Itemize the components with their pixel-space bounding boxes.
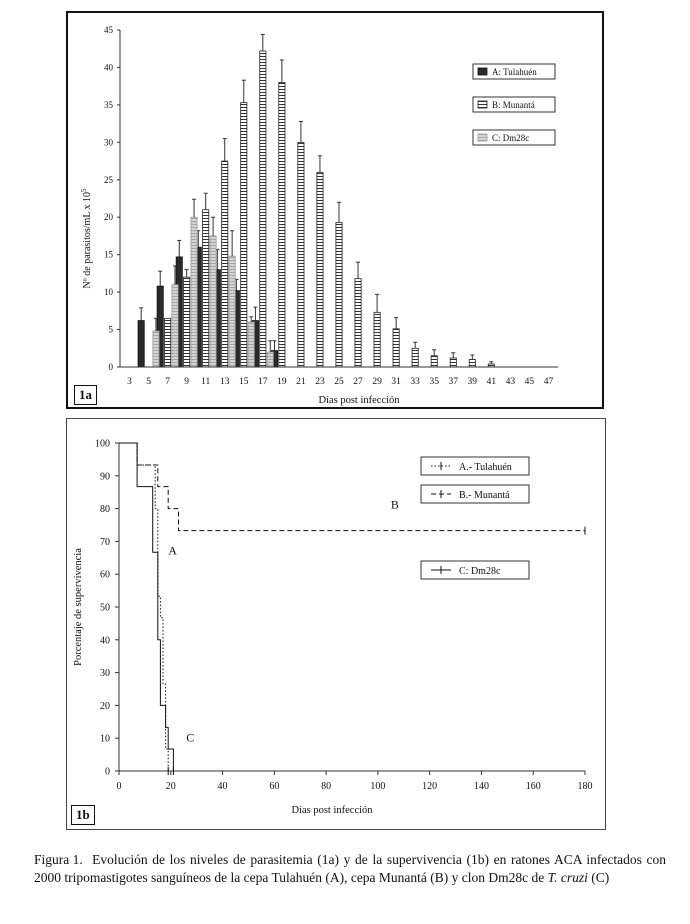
y-tick-label: 10 — [100, 733, 110, 745]
caption-text — [34, 852, 666, 885]
y-tick-label: 45 — [104, 25, 113, 35]
x-tick-label: 21 — [296, 377, 306, 387]
x-tick-label: 20 — [165, 781, 176, 792]
bar-light — [210, 236, 216, 367]
x-tick-label: 17 — [258, 377, 268, 387]
x-tick-label: 40 — [217, 781, 228, 792]
bar-light — [153, 331, 159, 367]
bar-light — [172, 285, 178, 367]
y-tick-label: 35 — [104, 99, 113, 110]
bar-hatch — [469, 360, 475, 367]
y-tick-label: 90 — [100, 471, 110, 483]
x-tick-label: 25 — [334, 377, 344, 387]
bar-light — [191, 217, 197, 367]
legend-swatch — [478, 134, 487, 141]
y-tick-label: 0 — [108, 362, 113, 372]
legend-swatch — [478, 101, 487, 108]
bar-hatch — [374, 312, 380, 367]
caption-text-end: (C) — [587, 870, 610, 885]
legend-swatch — [478, 68, 487, 75]
x-axis-label: Días post infección — [291, 805, 373, 816]
chart-panel-1b — [66, 418, 606, 830]
legend-label: A: Tulahuén — [492, 67, 537, 77]
y-tick-label: 100 — [95, 438, 110, 450]
x-tick-label: 29 — [372, 377, 382, 387]
panel-label-1b: 1b — [71, 805, 95, 825]
x-tick-label: 3 — [127, 377, 132, 387]
x-tick-label: 100 — [370, 781, 386, 792]
bar-hatch — [298, 142, 304, 367]
bar-hatch — [222, 161, 228, 367]
legend-label: C: Dm28c — [492, 133, 530, 143]
y-tick-label: 20 — [100, 700, 110, 712]
x-tick-label: 160 — [525, 781, 541, 792]
y-tick-label: 70 — [100, 536, 110, 548]
bar-hatch — [450, 358, 456, 367]
x-tick-label: 9 — [184, 377, 190, 387]
x-tick-label: 47 — [543, 377, 554, 387]
bar-solid — [138, 321, 144, 367]
survival-chart-svg — [67, 419, 605, 829]
x-tick-label: 43 — [505, 377, 516, 387]
bar-hatch — [184, 277, 190, 367]
y-tick-label: 80 — [100, 504, 110, 516]
x-tick-label: 41 — [486, 377, 497, 387]
bar-hatch — [355, 279, 361, 367]
x-tick-label: 27 — [353, 377, 363, 387]
x-tick-label: 7 — [165, 377, 170, 387]
bar-light — [229, 256, 235, 367]
y-tick-label: 50 — [100, 602, 110, 614]
x-tick-label: 15 — [239, 377, 249, 387]
curve-annotation: A — [168, 543, 177, 558]
y-tick-label: 30 — [104, 137, 113, 148]
y-tick-label: 40 — [104, 62, 113, 73]
survival-line-dotted — [119, 443, 168, 771]
legend-label: B.- Munantá — [459, 490, 510, 501]
y-tick-label: 10 — [104, 287, 113, 298]
bar-hatch — [336, 222, 342, 367]
y-tick-label: 40 — [100, 635, 110, 647]
x-tick-label: 5 — [146, 377, 151, 387]
bar-hatch — [260, 51, 266, 367]
x-tick-label: 33 — [410, 377, 420, 387]
curve-annotation: C — [186, 730, 195, 745]
bar-hatch — [431, 356, 437, 367]
x-tick-label: 180 — [577, 781, 593, 792]
x-tick-label: 39 — [467, 377, 478, 387]
x-tick-label: 0 — [116, 781, 122, 792]
bar-hatch — [412, 348, 418, 367]
x-tick-label: 45 — [524, 377, 535, 387]
x-tick-label: 60 — [269, 781, 280, 792]
y-tick-label: 20 — [104, 212, 113, 223]
y-tick-label: 60 — [100, 569, 110, 581]
bar-chart-svg — [68, 13, 602, 407]
y-tick-label: 15 — [104, 249, 113, 260]
legend-label: B: Munantá — [492, 100, 535, 110]
y-axis-label-exponent: 5 — [80, 188, 88, 192]
x-tick-label: 19 — [277, 377, 287, 387]
caption-species: T. cruzi — [547, 870, 588, 885]
survival-line-solid — [119, 443, 173, 771]
y-tick-label: 5 — [108, 324, 113, 335]
bar-hatch — [165, 318, 171, 367]
legend-label: A.- Tulahuén — [459, 462, 512, 473]
caption-text-main: Evolución de los niveles de parasitemia (1a) y de la supervivencia (1b) en ratones ACA infectados con 2000 tripomastigotes sanguíneos de la cepa Tulahuén (A), cepa Munantá (B) y clon Dm28c de — [34, 852, 666, 885]
chart-panel-1a — [66, 11, 604, 409]
x-tick-label: 31 — [391, 377, 401, 387]
y-tick-label: 25 — [104, 174, 113, 185]
x-tick-label: 35 — [429, 377, 439, 387]
y-tick-label: 30 — [100, 668, 110, 680]
y-axis-label: Nº de parasitos/mL x $10^5$ — [80, 188, 93, 289]
x-tick-label: 23 — [315, 377, 325, 387]
bar-hatch — [203, 210, 209, 367]
x-tick-label: 140 — [473, 781, 489, 792]
bar-light — [248, 322, 254, 367]
caption-label: Figura 1. — [34, 852, 83, 867]
bar-hatch — [317, 172, 323, 367]
x-tick-label: 80 — [321, 781, 332, 792]
bar-hatch — [393, 329, 399, 367]
x-axis-label: Días post infección — [318, 395, 400, 406]
x-tick-label: 120 — [422, 781, 438, 792]
bar-hatch — [241, 103, 247, 367]
figure-caption — [34, 851, 666, 887]
x-tick-label: 11 — [201, 377, 211, 387]
legend-label: C: Dm28c — [459, 566, 501, 577]
bar-light — [267, 352, 273, 367]
bar-hatch — [279, 82, 285, 367]
y-tick-label: 0 — [105, 766, 110, 778]
panel-label-1a: 1a — [74, 385, 97, 405]
y-axis-label: Porcentaje de supervivencia — [73, 548, 84, 666]
curve-annotation: B — [390, 497, 399, 512]
x-tick-label: 13 — [219, 377, 230, 387]
x-tick-label: 37 — [448, 377, 459, 387]
